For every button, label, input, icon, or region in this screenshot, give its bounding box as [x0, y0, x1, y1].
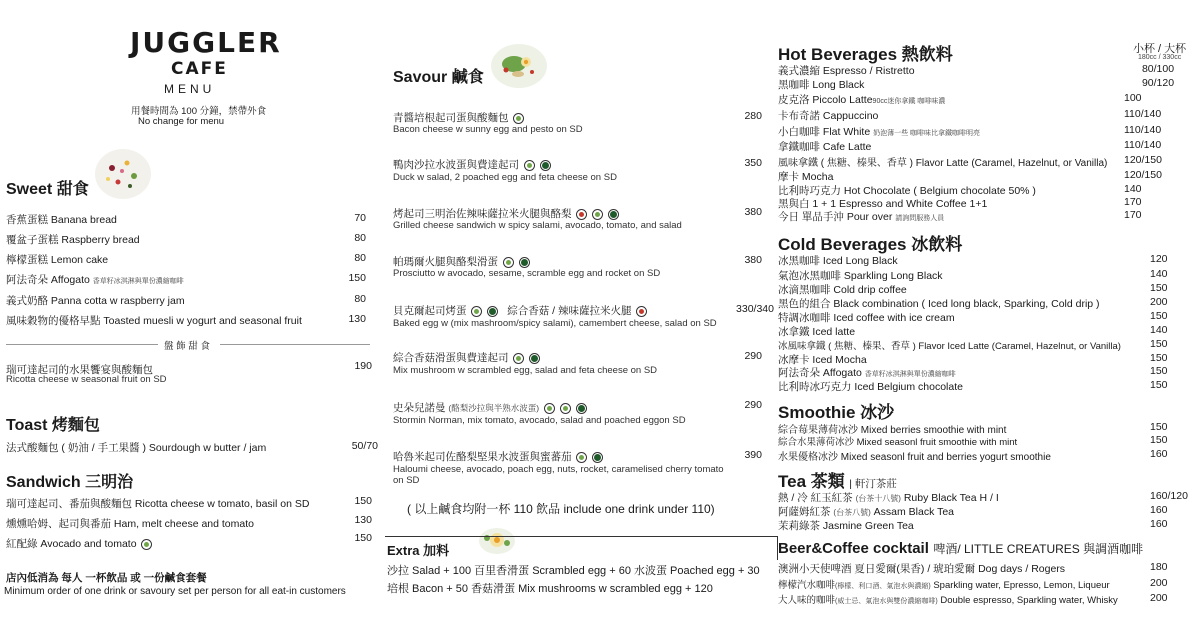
- tea-price: 160: [1150, 504, 1168, 516]
- vegetarian-icon: [576, 452, 587, 463]
- vegetarian-icon: [513, 113, 524, 124]
- cold-item: 冰摩卡 Iced Mocha: [778, 354, 867, 366]
- hot-price: 170: [1124, 209, 1142, 221]
- smoothie-item: 綜合水果薄荷冰沙 Mixed seasonl fruit smoothie with mint: [778, 437, 1018, 448]
- sandwich-item: 燻燻哈姆、起司與番茄 Ham, melt cheese and tomato: [6, 518, 254, 530]
- sweet-title: Sweet 甜食: [6, 181, 89, 198]
- sweet-price: 80: [354, 293, 366, 305]
- avocado-icon: [487, 306, 498, 317]
- sandwich-price: 130: [354, 514, 372, 526]
- sweet-price: 80: [354, 232, 366, 244]
- savour-price: 390: [744, 449, 762, 461]
- plated-item-sub: Ricotta cheese w seasonal fruit on SD: [6, 374, 167, 385]
- savour-item: 烤起司三明治佐辣味薩拉米火腿與酪梨: [393, 206, 619, 221]
- savour-item: 綜合香菇滑蛋與費達起司: [393, 350, 540, 365]
- vegetarian-icon: [560, 403, 571, 414]
- savour-item-sub: Stormin Norman, mix tomato, avocado, salad and poached eggon SD: [393, 415, 686, 426]
- savour-item: 帕瑪爾火腿與酪梨滑蛋: [393, 254, 530, 269]
- hot-price: 90/120: [1141, 77, 1175, 89]
- cold-price: 150: [1150, 338, 1168, 350]
- avocado-icon: [519, 257, 530, 268]
- cold-item: 冰風味拿鐵 ( 焦糖、榛果、香草 ) Flavor Iced Latte (Caramel, Hazelnut, or Vanilla): [778, 341, 1121, 352]
- hot-item: 摩卡 Mocha: [778, 171, 834, 183]
- cold-item: 冰滴黑咖啡 Cold drip coffee: [778, 284, 907, 296]
- hot-item: 卡布奇諾 Cappuccino: [778, 110, 879, 122]
- cold-price: 200: [1150, 296, 1168, 308]
- cold-item: 阿法奇朵 Affogato 香草籽冰淇淋與單份濃縮咖啡: [778, 367, 956, 379]
- avocado-icon: [592, 452, 603, 463]
- cold-item: 特調冰咖啡 Iced coffee with ice cream: [778, 312, 955, 324]
- sandwich-title: Sandwich 三明治: [6, 474, 134, 491]
- minimum-order-zh: 店內低消為 每人 一杯飲品 或 一份鹹食套餐: [6, 572, 207, 584]
- beer-price: 200: [1150, 592, 1168, 604]
- cold-beverages-title: Cold Beverages 冰飲料: [778, 235, 963, 254]
- savour-item: 哈魯米起司佐酪梨堅果水波蛋與蜜蕃茄: [393, 449, 603, 464]
- extra-line-2: 培根 Bacon + 50 香菇滑蛋 Mix mushrooms w scrambled egg + 120: [387, 583, 713, 595]
- hot-beverages-title: Hot Beverages 熱飲料: [778, 45, 953, 64]
- hot-item: 黑咖啡 Long Black: [778, 79, 865, 91]
- vegetarian-icon: [544, 403, 555, 414]
- cup-size-label: 小杯 / 大杯: [1133, 43, 1187, 55]
- cold-price: 150: [1150, 352, 1168, 364]
- beer-item: 澳洲小天使啤酒 夏日愛爾(果香) / 琥珀愛爾 Dog days / Rogers: [778, 563, 1066, 575]
- savour-item-sub: Duck w salad, 2 poached egg and feta cheese on SD: [393, 172, 617, 183]
- tea-item: 熱 / 冷 紅玉紅茶 (台茶十八號) Ruby Black Tea H / I: [778, 492, 999, 504]
- hot-price: 170: [1124, 196, 1142, 208]
- hot-item: 小白咖啡 Flat White 奶泡薄一些 咖啡味比拿鐵咖啡明亮: [778, 126, 981, 138]
- sweet-dish-image: [92, 146, 154, 202]
- savour-item-sub: Prosciutto w avocado, sesame, scramble egg and rocket on SD: [393, 268, 661, 279]
- savour-price: 380: [744, 254, 762, 266]
- avocado-icon: [608, 209, 619, 220]
- cold-price: 140: [1150, 324, 1168, 336]
- avocado-icon: [529, 353, 540, 364]
- minimum-order-en: Minimum order of one drink or savoury set per person for all eat-in customers: [4, 586, 346, 597]
- savour-item: 青醬培根起司蛋與酸麵包: [393, 110, 524, 125]
- notice-zh: 用餐時間為 100 分鐘，禁帶外食: [131, 106, 267, 117]
- tea-price: 160: [1150, 518, 1168, 530]
- sweet-price: 130: [348, 313, 366, 325]
- cold-price: 150: [1150, 282, 1168, 294]
- hot-price: 80/100: [1141, 63, 1175, 75]
- hot-price: 140: [1124, 183, 1142, 195]
- extra-title: Extra 加料: [387, 543, 450, 558]
- vegetarian-icon: [503, 257, 514, 268]
- hot-price: 110/140: [1124, 108, 1162, 120]
- extra-line-1: 沙拉 Salad + 100 百里香滑蛋 Scrambled egg + 60 水波蛋 Poached egg + 30: [387, 565, 760, 577]
- savour-price: 290: [744, 399, 762, 411]
- savour-item-sub: Baked egg w (mix mashroom/spicy salami), camembert cheese, salad on SD: [393, 318, 717, 329]
- sweet-item: 覆盆子蛋糕 Raspberry bread: [6, 234, 140, 246]
- cold-price: 150: [1150, 310, 1168, 322]
- savour-item-sub: Mix mushroom w scrambled egg, salad and feta cheese on SD: [393, 365, 658, 376]
- cold-price: 150: [1150, 365, 1168, 377]
- smoothie-price: 150: [1150, 434, 1168, 446]
- extra-dish-image: [476, 524, 518, 556]
- hot-item: 比利時巧克力 Hot Chocolate ( Belgium chocolate 50% ): [778, 185, 1036, 197]
- hot-item: 風味拿鐵 ( 焦糖、榛果、香草 ) Flavor Latte (Caramel, Hazelnut, or Vanilla): [778, 158, 1108, 169]
- tea-item: 阿薩姆紅茶 (台茶八號) Assam Black Tea: [778, 506, 955, 518]
- savour-item-sub: Bacon cheese w sunny egg and pesto on SD: [393, 124, 583, 135]
- beer-title: Beer&Coffee cocktail 啤酒/ LITTLE CREATURES 與調酒咖啡: [778, 540, 1144, 557]
- tea-title: Tea 茶類 | 軒汀茶莊: [778, 472, 897, 491]
- plated-dessert-title: 盤 飾 甜 食: [164, 341, 210, 352]
- vegetarian-icon: [592, 209, 603, 220]
- vegetarian-icon: [141, 539, 152, 550]
- tea-item: 茉莉綠茶 Jasmine Green Tea: [778, 520, 914, 532]
- hot-item: 皮克洛 Piccolo Latte90cc迷你拿鐵 咖啡味濃: [778, 94, 946, 106]
- logo-title: JUGGLER: [130, 26, 282, 59]
- sweet-item: 檸檬蛋糕 Lemon cake: [6, 254, 109, 266]
- cold-item: 黑色的組合 Black combination ( Iced long black, Sparking, Cold drip ): [778, 298, 1100, 310]
- sandwich-price: 150: [354, 495, 372, 507]
- vegetarian-icon: [471, 306, 482, 317]
- savour-item: 史朵兒諾曼 (酪梨沙拉與半熟水波蛋): [393, 400, 587, 415]
- cold-price: 120: [1150, 253, 1168, 265]
- toast-item: 法式酸麵包 ( 奶油 / 手工果醬 ) Sourdough w butter / jam: [6, 442, 267, 454]
- spicy-icon: [636, 306, 647, 317]
- cold-item: 冰拿鐵 Iced latte: [778, 326, 856, 338]
- beer-item: 檸檬汽水咖啡(檸檬、利口酒、氣泡水與濃縮) Sparkling water, Epresso, Lemon, Liqueur: [778, 580, 1110, 591]
- plated-item-price: 190: [354, 360, 372, 372]
- savour-note: ( 以上鹹食均附一杯 110 飲品 include one drink under 110): [407, 502, 715, 516]
- hot-item: 拿鐵咖啡 Cafe Latte: [778, 141, 872, 153]
- cold-price: 150: [1150, 379, 1168, 391]
- tea-price: 160/120: [1150, 490, 1188, 502]
- spicy-icon: [576, 209, 587, 220]
- toast-price: 50/70: [351, 440, 378, 452]
- hot-price: 100: [1124, 92, 1142, 104]
- cold-item: 比利時冰巧克力 Iced Belgium chocolate: [778, 381, 963, 393]
- cold-item: 冰黑咖啡 Iced Long Black: [778, 255, 898, 267]
- savour-dish-image: [488, 40, 550, 92]
- savour-item: 貝克爾起司烤蛋 綜合香菇 / 辣味薩拉米火腿: [393, 303, 647, 318]
- savour-price: 280: [744, 110, 762, 122]
- savour-title: Savour 鹹食: [393, 69, 484, 86]
- smoothie-title: Smoothie 冰沙: [778, 403, 895, 422]
- divider: [6, 344, 158, 345]
- vegetarian-icon: [524, 160, 535, 171]
- smoothie-item: 綜合莓果薄荷冰沙 Mixed berries smoothie with mint: [778, 425, 1007, 436]
- savour-item-sub: Grilled cheese sandwich w spicy salami, avocado, tomato, and salad: [393, 220, 682, 231]
- sweet-item: 義式奶酪 Panna cotta w raspberry jam: [6, 295, 185, 307]
- smoothie-price: 150: [1150, 421, 1168, 433]
- smoothie-price: 160: [1150, 448, 1168, 460]
- sweet-price: 70: [354, 212, 366, 224]
- hot-item: 義式濃縮 Espresso / Ristretto: [778, 65, 915, 77]
- hot-price: 110/140: [1124, 139, 1162, 151]
- divider: [220, 344, 370, 345]
- sweet-price: 150: [348, 272, 366, 284]
- hot-price: 110/140: [1124, 124, 1162, 136]
- avocado-icon: [576, 403, 587, 414]
- sweet-item: 香蕉蛋糕 Banana bread: [6, 214, 117, 226]
- savour-price: 330/340: [736, 303, 774, 315]
- savour-item: 鴨肉沙拉水波蛋與費達起司: [393, 157, 551, 172]
- hot-item: 今日 單品手沖 Pour over 請詢問服務人員: [778, 211, 945, 223]
- beer-price: 180: [1150, 561, 1168, 573]
- notice-en: No change for menu: [138, 116, 225, 127]
- savour-item-sub: Haloumi cheese, avocado, poach egg, nuts, rocket, caramelised cherry tomato on SD: [393, 464, 724, 486]
- sandwich-price: 150: [354, 532, 372, 544]
- vegetarian-icon: [513, 353, 524, 364]
- logo-cafe: CAFE: [171, 59, 228, 79]
- hot-price: 120/150: [1124, 169, 1162, 181]
- cold-item: 氣泡冰黑咖啡 Sparkling Long Black: [778, 270, 943, 282]
- smoothie-item: 水果優格冰沙 Mixed seasonl fruit and berries yogurt smoothie: [778, 452, 1051, 463]
- savour-price: 350: [744, 157, 762, 169]
- plated-item: 瑞可達起司的水果饗宴與酸麵包: [6, 364, 153, 376]
- logo-menu: MENU: [164, 82, 216, 96]
- sandwich-item: 紅配綠 Avocado and tomato: [6, 536, 152, 551]
- sweet-item: 阿法奇朵 Affogato 香草籽冰淇淋與單份濃縮咖啡: [6, 274, 184, 286]
- extra-box-top-border: [385, 536, 778, 537]
- sandwich-item: 瑞可達起司、番茄與酸麵包 Ricotta cheese w tomato, basil on SD: [6, 498, 310, 510]
- cold-price: 140: [1150, 268, 1168, 280]
- toast-title: Toast 烤麵包: [6, 417, 100, 434]
- sweet-price: 80: [354, 252, 366, 264]
- avocado-icon: [540, 160, 551, 171]
- sweet-item: 風味穀物的優格早點 Toasted muesli w yogurt and seasonal fruit: [6, 315, 302, 327]
- savour-price: 380: [744, 206, 762, 218]
- hot-price: 120/150: [1124, 154, 1162, 166]
- beer-item: 大人味的咖啡(威士忌、氣泡水與雙份濃縮咖啡) Double espresso, Sparkling water, Whisky: [778, 595, 1118, 606]
- beer-price: 200: [1150, 577, 1168, 589]
- savour-price: 290: [744, 350, 762, 362]
- hot-item: 黑與白 1 + 1 Espresso and White Coffee 1+1: [778, 198, 988, 210]
- cup-size-cc: 180cc / 330cc: [1138, 54, 1182, 61]
